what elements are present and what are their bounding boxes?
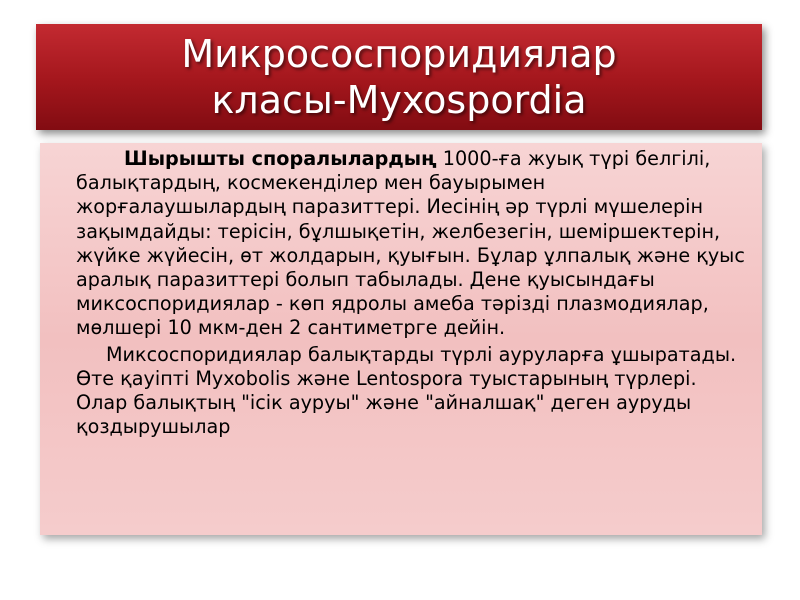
paragraph-1-bold-lead: Шырышты споралылардың bbox=[124, 147, 437, 170]
paragraph-1 bbox=[76, 147, 752, 341]
content-box bbox=[40, 143, 762, 535]
slide-title-line-1: Микрососпоридиялар bbox=[181, 32, 617, 76]
paragraph-1-text: 1000-ға жуық түрі белгілі, балықтардың, космекенділер мен бауырымен жорғалаушылардың паразиттері. Иесінің әр түрлі мүшелерін зақымдайды: терісін, бұлшықетін, желбезегін, шеміршектерін, жүйке жүйесін, өт жолдарын, қуығын. Бұлар ұлпалық және қуыс аралық паразиттері болып табылады. Дене қуысындағы миксоспоридиялар - көп ядролы амеба тәрізді плазмодиялар, мөлшері 10 мкм-ден 2 сантиметрге дейін. bbox=[76, 147, 745, 340]
paragraph-2 bbox=[76, 343, 752, 440]
paragraph-2-text: Миксоспоридиялар балықтарды түрлі ауруларға ұшыратады. Өте қауіпті Myxobolis және Lentospora туыстарының түрлері. Олар балықтың "ісік ауруы" және "айналшақ" деген ауруды қоздырушылар bbox=[76, 342, 737, 439]
title-banner bbox=[36, 24, 762, 130]
slide-title-line-2: класы-Myxospordia bbox=[211, 78, 587, 122]
